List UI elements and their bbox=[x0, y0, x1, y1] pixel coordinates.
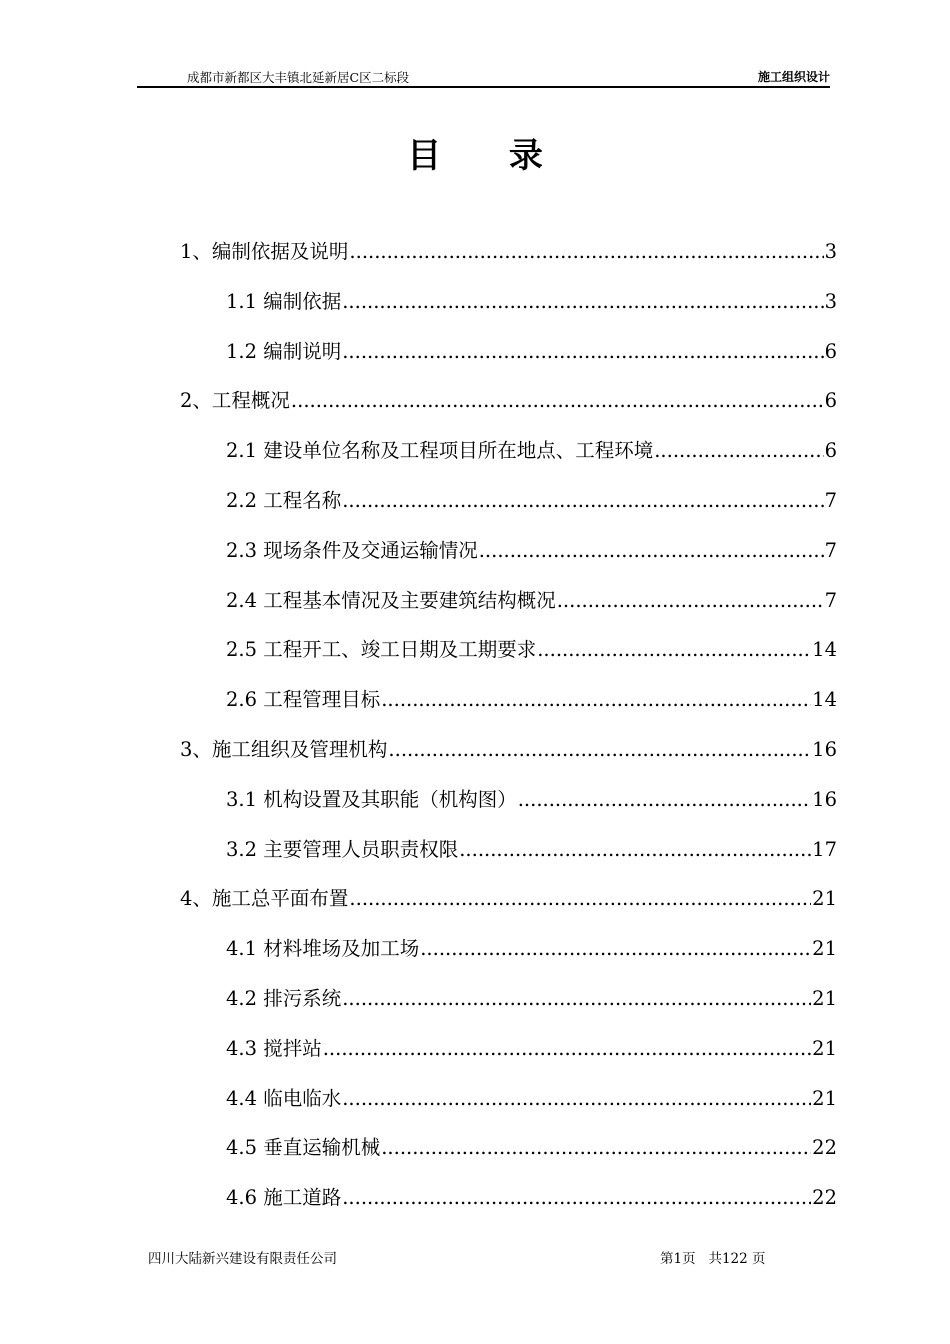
toc-leader-dots bbox=[342, 340, 823, 363]
toc-entry-label: 2.3 现场条件及交通运输情况 bbox=[226, 538, 478, 562]
footer-company-name: 四川大陆新兴建设有限责任公司 bbox=[148, 1251, 337, 1267]
toc-leader-dots bbox=[342, 987, 811, 1010]
toc-entry-label: 3.1 机构设置及其职能（机构图） bbox=[226, 787, 517, 811]
toc-entry-label: 4.3 搅拌站 bbox=[226, 1036, 322, 1060]
toc-entry-label: 4、施工总平面布置 bbox=[180, 887, 349, 911]
toc-entry-label: 2.4 工程基本情况及主要建筑结构概况 bbox=[226, 588, 556, 612]
toc-leader-dots bbox=[291, 389, 824, 412]
toc-leader-dots bbox=[518, 788, 811, 811]
toc-entry[interactable] bbox=[226, 933, 837, 963]
toc-entry[interactable] bbox=[226, 684, 837, 714]
toc-entry-page: 7 bbox=[824, 489, 837, 512]
toc-entry-page: 6 bbox=[824, 389, 837, 413]
toc-entry-page: 21 bbox=[812, 937, 837, 961]
toc-entry-page: 3 bbox=[824, 240, 837, 263]
toc-entry[interactable] bbox=[226, 983, 837, 1013]
toc-entry-label: 3.2 主要管理人员职责权限 bbox=[226, 837, 459, 861]
toc-entry-page: 16 bbox=[812, 738, 837, 761]
toc-leader-dots bbox=[342, 1186, 811, 1209]
toc-entry-label: 2.2 工程名称 bbox=[226, 489, 342, 512]
toc-entry-page: 22 bbox=[812, 1136, 837, 1160]
toc-entry[interactable] bbox=[226, 1083, 837, 1113]
toc-entry-page: 7 bbox=[824, 588, 837, 612]
toc-entry[interactable] bbox=[226, 485, 837, 515]
toc-leader-dots bbox=[342, 1087, 811, 1110]
toc-entry-label: 2、工程概况 bbox=[180, 389, 290, 413]
toc-entry[interactable] bbox=[226, 1182, 837, 1212]
toc-leader-dots bbox=[342, 290, 823, 313]
toc-entry-label: 4.2 排污系统 bbox=[226, 987, 342, 1010]
toc-entry-page: 14 bbox=[812, 688, 837, 712]
toc-leader-dots bbox=[557, 589, 824, 612]
toc-entry-label: 3、施工组织及管理机构 bbox=[180, 738, 388, 761]
toc-entry-page: 6 bbox=[824, 439, 837, 463]
toc-entry-page: 6 bbox=[824, 339, 837, 363]
header-project-name: 成都市新都区大丰镇北延新居C区二标段 bbox=[187, 70, 410, 85]
toc-entry[interactable] bbox=[226, 1132, 837, 1162]
toc-leader-dots bbox=[459, 838, 811, 861]
toc-entry-label: 2.1 建设单位名称及工程项目所在地点、工程环境 bbox=[226, 439, 654, 463]
toc-entry-page: 17 bbox=[812, 837, 837, 861]
toc-leader-dots bbox=[381, 1136, 811, 1159]
toc-entry[interactable] bbox=[226, 336, 837, 366]
toc-entry[interactable] bbox=[180, 883, 837, 913]
toc-leader-dots bbox=[349, 240, 823, 263]
toc-entry[interactable] bbox=[226, 1033, 837, 1063]
toc-entry-label: 2.6 工程管理目标 bbox=[226, 688, 381, 712]
toc-entry-page: 16 bbox=[812, 787, 837, 811]
toc-entry-label: 1、编制依据及说明 bbox=[180, 240, 349, 263]
toc-leader-dots bbox=[381, 688, 811, 711]
toc-entry-page: 21 bbox=[812, 1086, 837, 1110]
toc-entry-page: 14 bbox=[812, 638, 837, 662]
header-document-type: 施工组织设计 bbox=[757, 70, 830, 84]
toc-entry-page: 22 bbox=[812, 1186, 837, 1210]
toc-leader-dots bbox=[388, 738, 811, 761]
footer-page-number: 第1页 共122 页 bbox=[660, 1251, 766, 1267]
toc-leader-dots bbox=[537, 638, 811, 661]
toc-entry-page: 7 bbox=[824, 538, 837, 562]
page-header bbox=[137, 66, 830, 86]
toc-leader-dots bbox=[323, 1037, 811, 1060]
toc-entry-page: 21 bbox=[812, 1036, 837, 1060]
toc-entry-page: 3 bbox=[824, 289, 837, 313]
toc-entry-label: 2.5 工程开工、竣工日期及工期要求 bbox=[226, 638, 537, 662]
page-title: 目 录 bbox=[407, 136, 571, 176]
toc-entry[interactable] bbox=[226, 585, 837, 615]
toc-entry[interactable] bbox=[226, 535, 837, 565]
toc-leader-dots bbox=[349, 887, 811, 910]
toc-entry[interactable] bbox=[180, 734, 837, 764]
toc-entry[interactable] bbox=[226, 286, 837, 316]
toc-leader-dots bbox=[420, 937, 811, 960]
toc-entry-label: 4.5 垂直运输机械 bbox=[226, 1136, 381, 1160]
toc-entry[interactable] bbox=[226, 834, 837, 864]
toc-entry[interactable] bbox=[180, 236, 837, 266]
toc-entry[interactable] bbox=[226, 435, 837, 465]
toc-leader-dots bbox=[654, 439, 823, 462]
toc-entry[interactable] bbox=[226, 784, 837, 814]
toc-leader-dots bbox=[342, 489, 823, 512]
toc-entry[interactable] bbox=[180, 385, 837, 415]
toc-entry-label: 1.2 编制说明 bbox=[226, 339, 342, 363]
header-divider bbox=[137, 86, 830, 88]
toc-entry-page: 21 bbox=[812, 887, 837, 911]
toc-entry-label: 4.1 材料堆场及加工场 bbox=[226, 937, 420, 961]
toc-entry[interactable] bbox=[226, 634, 837, 664]
toc-entry-label: 4.6 施工道路 bbox=[226, 1186, 342, 1210]
toc-leader-dots bbox=[479, 539, 824, 562]
toc-entry-label: 1.1 编制依据 bbox=[226, 289, 342, 313]
toc-entry-label: 4.4 临电临水 bbox=[226, 1086, 342, 1110]
toc-entry-page: 21 bbox=[812, 987, 837, 1010]
